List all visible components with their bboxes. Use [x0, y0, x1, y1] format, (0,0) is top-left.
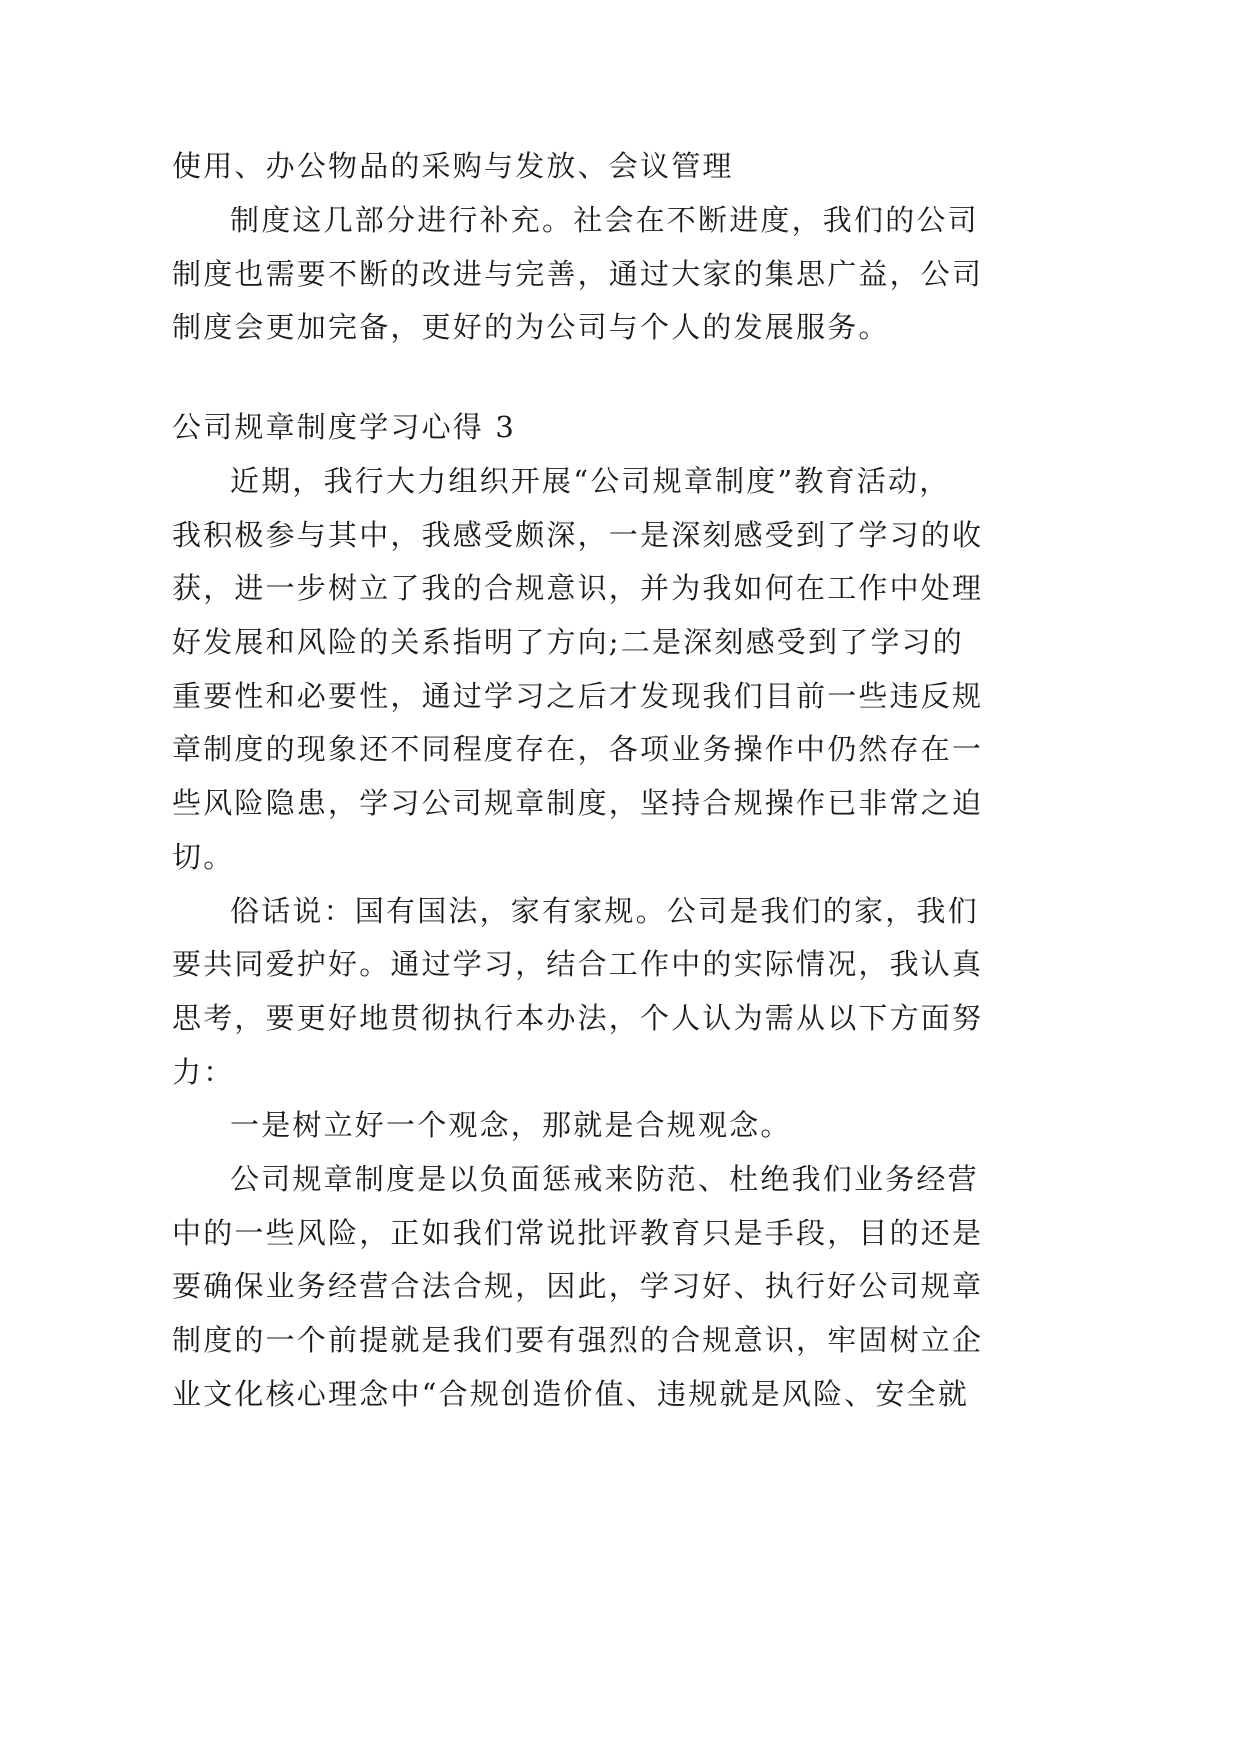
text-line: 要确保业务经营合法合规，因此，学习好、执行好公司规章 [172, 1269, 984, 1303]
text-line: 我积极参与其中，我感受颇深，一是深刻感受到了学习的收 [172, 518, 984, 552]
text-line: 章制度的现象还不同程度存在，各项业务操作中仍然存在一 [172, 732, 984, 766]
text-line: 制度的一个前提就是我们要有强烈的合规意识，牢固树立企 [172, 1323, 984, 1357]
text-line: 制度这几部分进行补充。社会在不断进度，我们的公司 [230, 203, 979, 237]
text-line: 使用、办公物品的采购与发放、会议管理 [172, 149, 734, 183]
text-line: 一是树立好一个观念，那就是合规观念。 [230, 1108, 792, 1142]
text-line: 制度会更加完备，更好的为公司与个人的发展服务。 [172, 310, 890, 344]
section-heading: 公司规章制度学习心得 3 [172, 410, 517, 444]
text-line: 些风险隐患，学习公司规章制度，坚持合规操作已非常之迫 [172, 786, 984, 820]
text-line: 重要性和必要性，通过学习之后才发现我们目前一些违反规 [172, 679, 984, 713]
text-line: 近期，我行大力组织开展“公司规章制度”教育活动， [230, 464, 951, 498]
text-line: 制度也需要不断的改进与完善，通过大家的集思广益，公司 [172, 257, 984, 291]
text-line: 思考，要更好地贯彻执行本办法，个人认为需从以下方面努 [172, 1001, 984, 1035]
text-line: 要共同爱护好。通过学习，结合工作中的实际情况，我认真 [172, 947, 984, 981]
text-line: 中的一些风险，正如我们常说批评教育只是手段，目的还是 [172, 1216, 984, 1250]
text-line: 切。 [172, 840, 235, 874]
text-line: 业文化核心理念中“合规创造价值、违规就是风险、安全就 [172, 1377, 970, 1411]
text-line: 获，进一步树立了我的合规意识，并为我如何在工作中处理 [172, 571, 984, 605]
text-line: 好发展和风险的关系指明了方向;二是深刻感受到了学习的 [172, 625, 964, 659]
text-line: 公司规章制度是以负面惩戒来防范、杜绝我们业务经营 [230, 1162, 979, 1196]
text-line: 俗话说：国有国法，家有家规。公司是我们的家，我们 [230, 894, 979, 928]
text-line: 力： [172, 1055, 235, 1089]
